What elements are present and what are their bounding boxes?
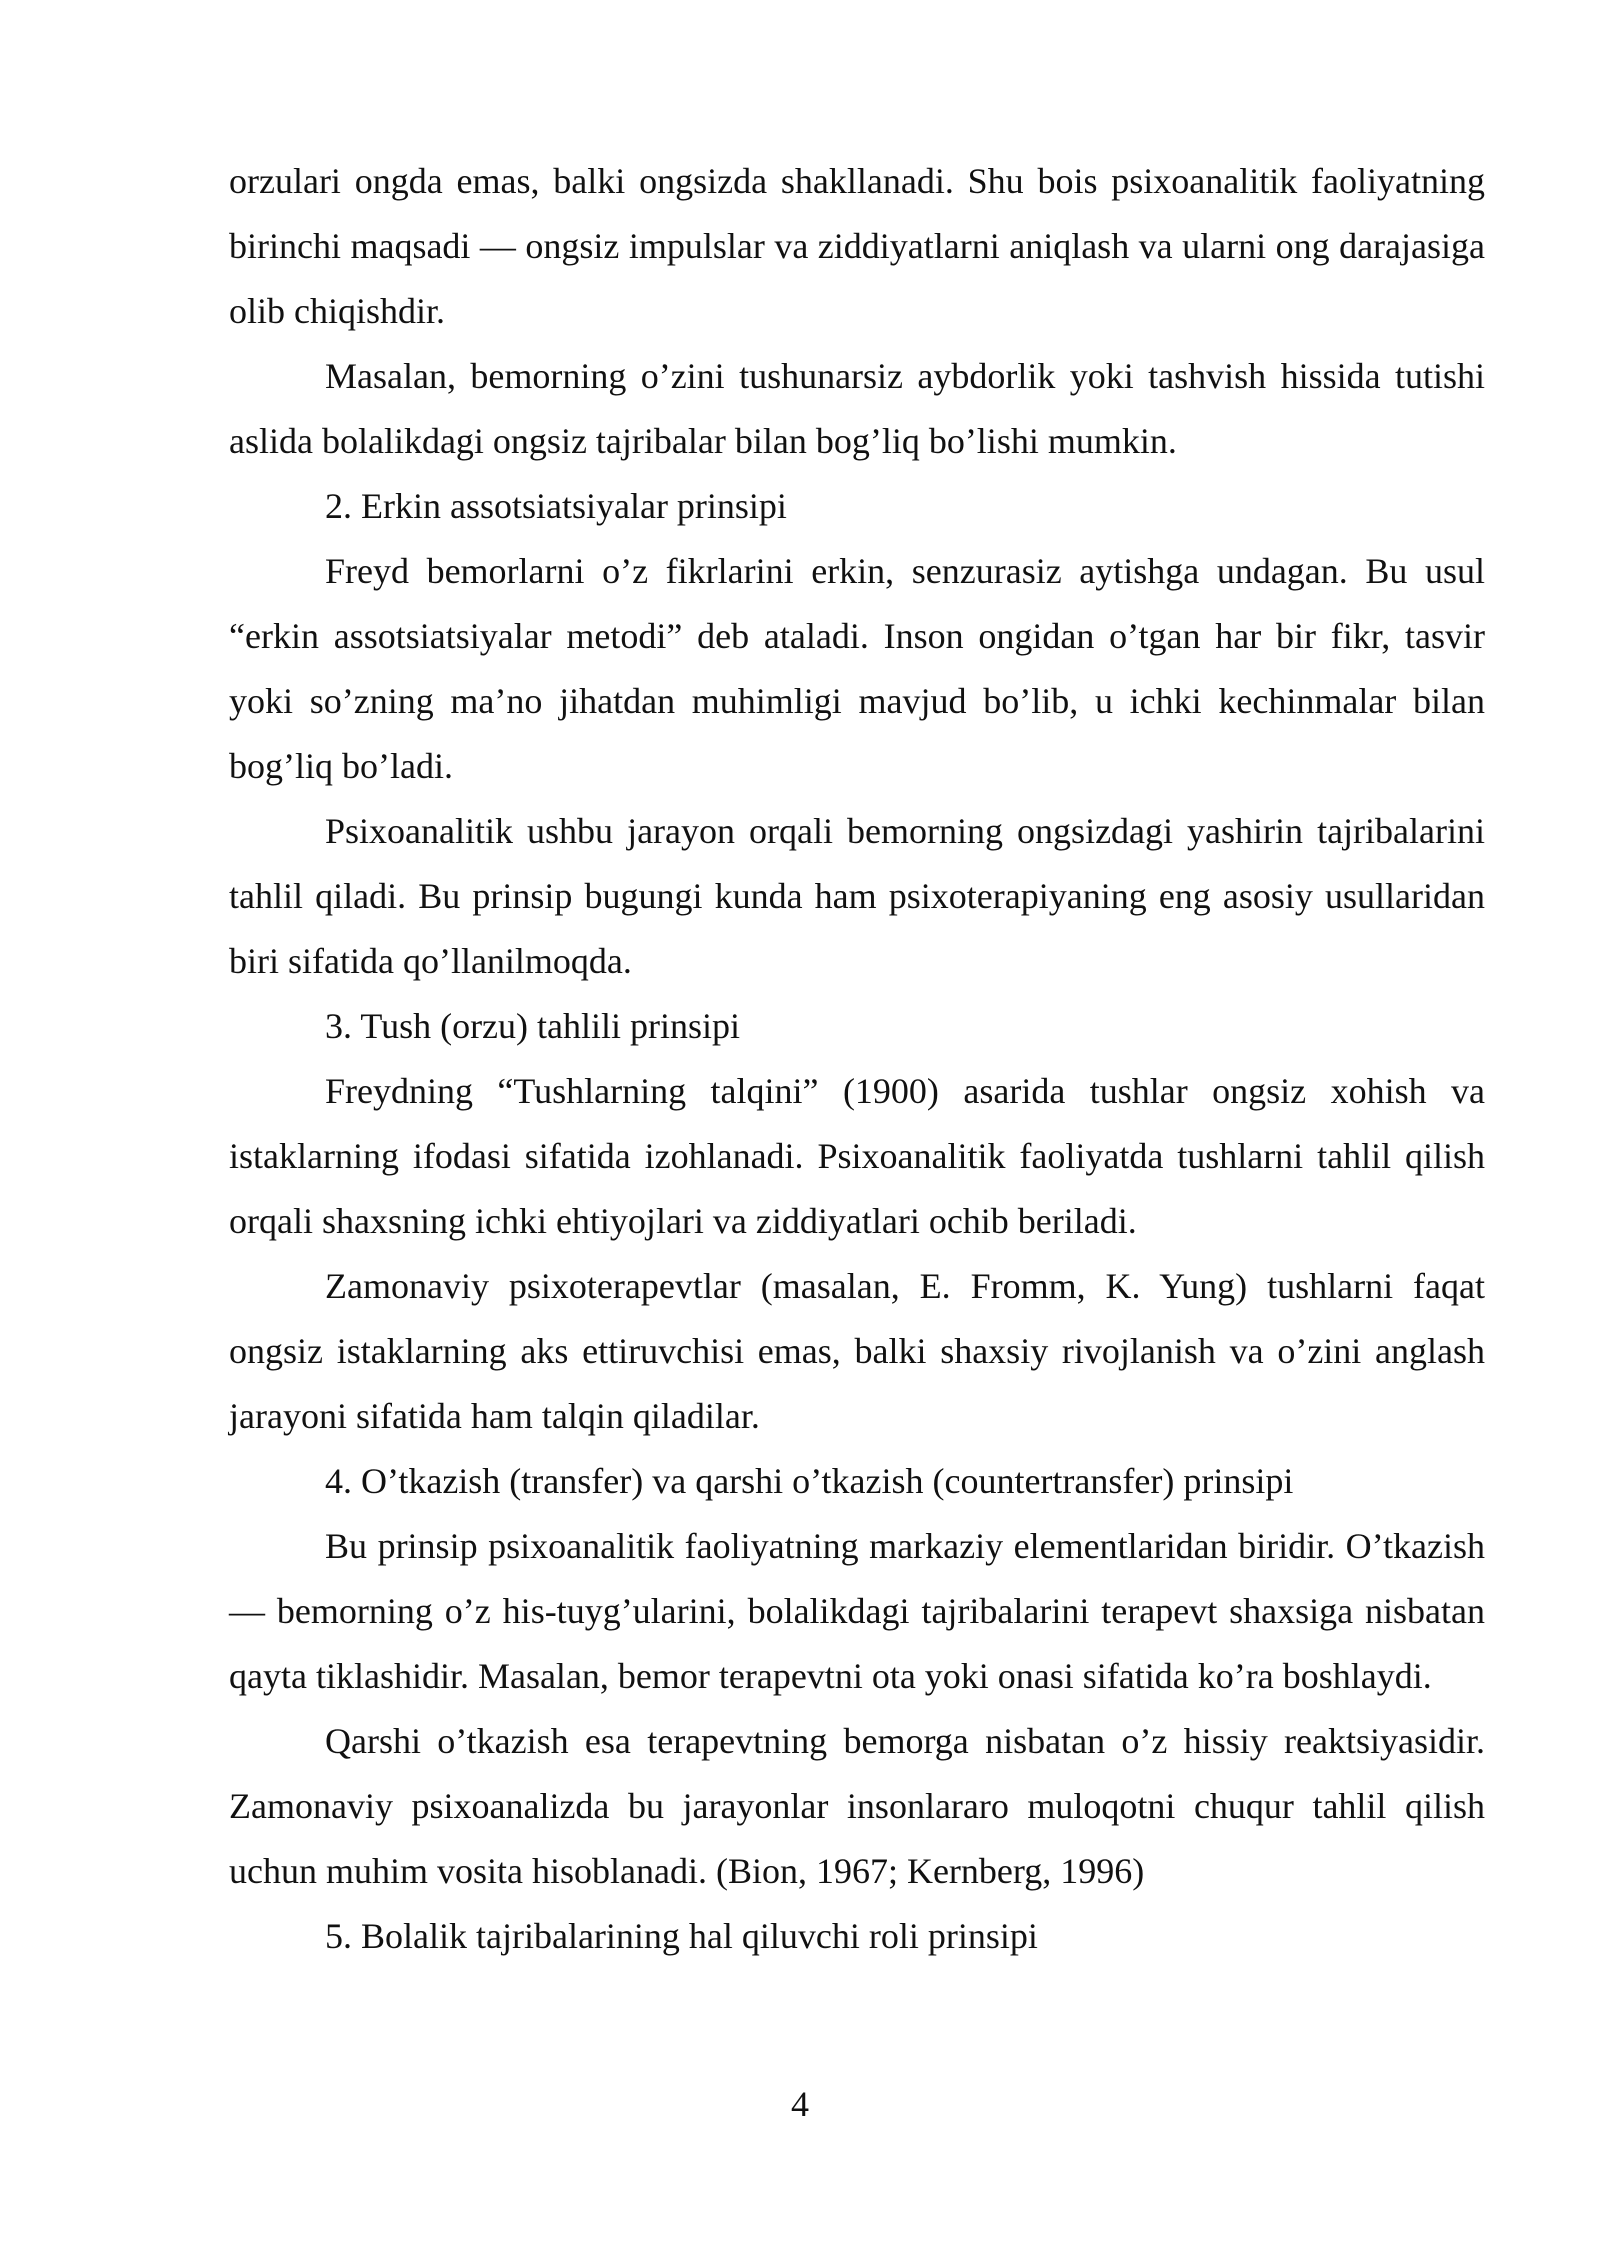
paragraph-countertransference: Qarshi o’tkazish esa terapevtning bemorga nisbatan o’z hissiy reaktsiyasidir. Zamonaviy psixoanalizda bu jarayonlar insonlararo muloqotni chuqur tahlil qilish uchun muhim vosita hisoblanadi. (Bion, 1967; Kernberg, 1996) <box>229 1721 1485 1891</box>
paragraph-free-association-analysis: Psixoanalitik ushbu jarayon orqali bemorning ongsizdagi yashirin tajribalarini tahlil qiladi. Bu prinsip bugungi kunda ham psixoterapiyaning eng asosiy usullaridan biri sifatida qo’llanilmoqda. <box>229 811 1485 981</box>
section-heading-childhood: 5. Bolalik tajribalarining hal qiluvchi roli prinsipi <box>325 1916 1038 1956</box>
section-heading-dream-analysis: 3. Tush (orzu) tahlili prinsipi <box>325 1006 741 1046</box>
paragraph-modern-psychotherapists: Zamonaviy psixoterapevtlar (masalan, E. Fromm, K. Yung) tushlarni faqat ongsiz istaklarning aks ettiruvchisi emas, balki shaxsiy rivojlanish va o’zini anglash jarayoni sifatida ham talqin qiladilar. <box>229 1266 1485 1436</box>
paragraph-transference: Bu prinsip psixoanalitik faoliyatning markaziy elementlaridan biridir. O’tkazish — bemorning o’z his-tuyg’ularini, bolalikdagi tajribalarini terapevt shaxsiga nisbatan qayta tiklashidir. Masalan, bemor terapevtni ota yoki onasi sifatida ko’ra boshlaydi. <box>229 1526 1485 1696</box>
page-number: 4 <box>791 2084 809 2124</box>
body-text <box>229 149 1485 1969</box>
paragraph-example-guilt: Masalan, bemorning o’zini tushunarsiz aybdorlik yoki tashvish hissida tutishi aslida bolalikdagi ongsiz tajribalar bilan bog’liq bo’lishi mumkin. <box>229 356 1485 461</box>
section-heading-free-association: 2. Erkin assotsiatsiyalar prinsipi <box>325 486 787 526</box>
paragraph-continuation: orzulari ongda emas, balki ongsizda shakllanadi. Shu bois psixoanalitik faoliyatning birinchi maqsadi — ongsiz impulslar va ziddiyatlarni aniqlash va ularni ong darajasiga olib chiqishdir. <box>229 161 1485 331</box>
paragraph-dream-interpretation: Freydning “Tushlarning talqini” (1900) asarida tushlar ongsiz xohish va istaklarning ifodasi sifatida izohlanadi. Psixoanalitik faoliyatda tushlarni tahlil qilish orqali shaxsning ichki ehtiyojlari va ziddiyatlari ochib beriladi. <box>229 1071 1485 1241</box>
paragraph-free-association: Freyd bemorlarni o’z fikrlarini erkin, senzurasiz aytishga undagan. Bu usul “erkin assotsiatsiyalar metodi” deb ataladi. Inson ongidan o’tgan har bir fikr, tasvir yoki so’zning ma’no jihatdan muhimligi mavjud bo’lib, u ichki kechinmalar bilan bog’liq bo’ladi. <box>229 551 1485 786</box>
section-heading-transference: 4. O’tkazish (transfer) va qarshi o’tkazish (countertransfer) prinsipi <box>325 1461 1294 1501</box>
